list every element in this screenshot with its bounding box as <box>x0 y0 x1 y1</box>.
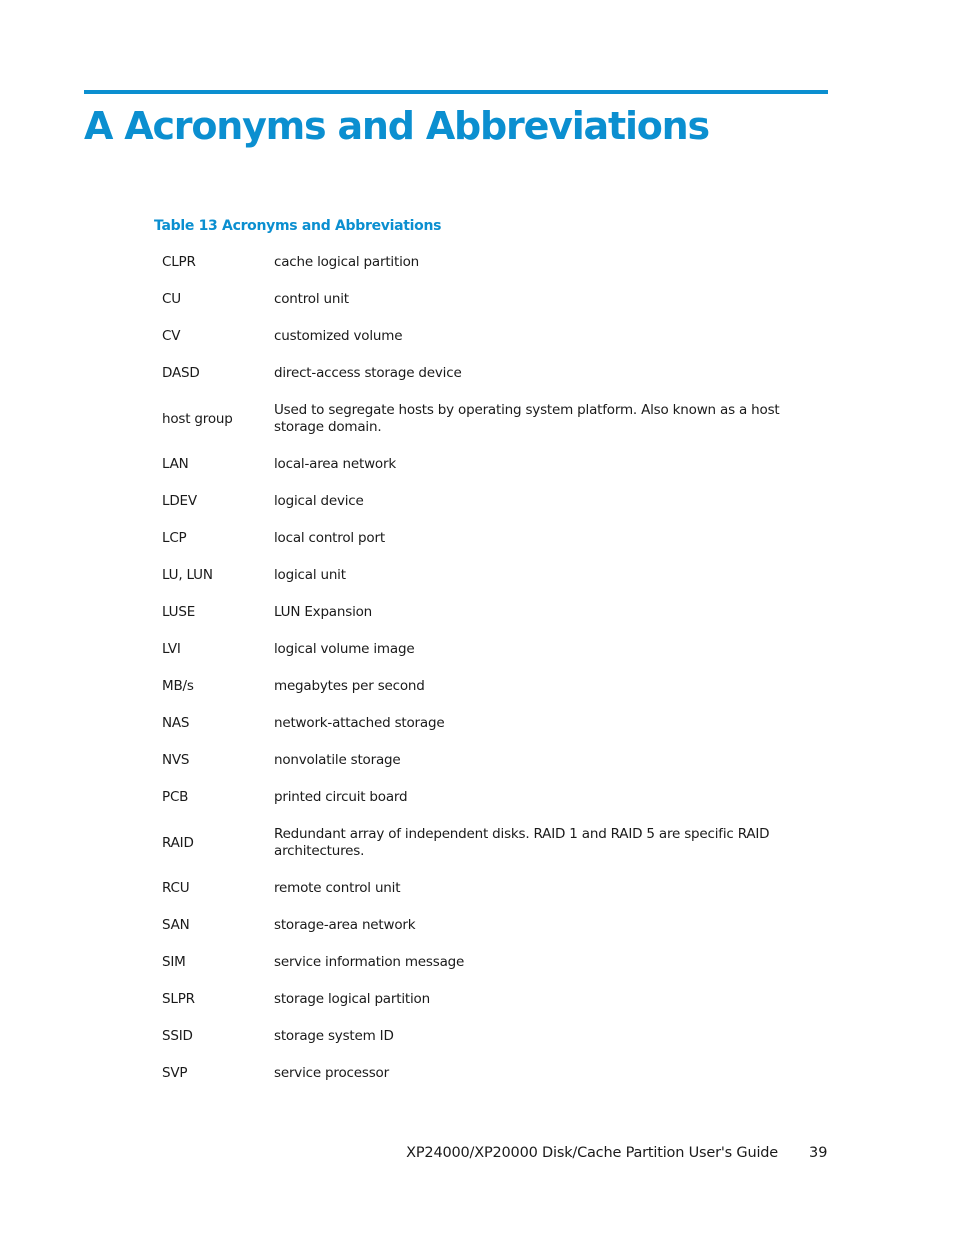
acronym-definition: nonvolatile storage <box>274 752 401 768</box>
table-row <box>154 557 814 594</box>
acronym-definition: logical unit <box>274 567 346 583</box>
acronym-definition: megabytes per second <box>274 678 425 694</box>
table-row <box>154 318 814 355</box>
table-row <box>154 779 814 816</box>
table-row <box>154 742 814 779</box>
acronym-definition: network-attached storage <box>274 715 445 731</box>
acronym-term: RAID <box>162 834 194 851</box>
footer-guide-title: XP24000/XP20000 Disk/Cache Partition User's Guide <box>406 1145 778 1161</box>
acronym-term: LVI <box>162 641 181 657</box>
acronym-term: NAS <box>162 715 190 731</box>
table-row <box>154 483 814 520</box>
acronym-definition: local control port <box>274 530 385 546</box>
table-caption: Table 13 Acronyms and Abbreviations <box>154 218 442 234</box>
acronyms-table <box>154 244 814 1092</box>
table-row <box>154 816 814 870</box>
table-row <box>154 907 814 944</box>
acronym-term: LDEV <box>162 493 197 509</box>
acronym-definition: service processor <box>274 1065 389 1081</box>
acronym-term: SSID <box>162 1028 193 1044</box>
table-row <box>154 520 814 557</box>
acronym-term: SIM <box>162 954 186 970</box>
table-row <box>154 392 814 446</box>
acronym-definition: cache logical partition <box>274 254 420 270</box>
acronym-definition: storage system ID <box>274 1028 394 1044</box>
table-row <box>154 944 814 981</box>
acronym-term: CU <box>162 291 181 307</box>
page-number: 39 <box>809 1145 828 1161</box>
acronym-term: SLPR <box>162 991 195 1007</box>
acronym-definition: direct-access storage device <box>274 365 462 381</box>
acronym-definition: printed circuit board <box>274 789 408 805</box>
table-row <box>154 870 814 907</box>
acronym-term: RCU <box>162 880 190 896</box>
table-row <box>154 281 814 318</box>
acronym-term: LU, LUN <box>162 567 213 583</box>
acronym-definition: storage-area network <box>274 917 416 933</box>
table-row <box>154 981 814 1018</box>
acronym-term: CLPR <box>162 254 196 270</box>
table-row <box>154 446 814 483</box>
acronym-term: LAN <box>162 456 189 472</box>
chapter-title: A Acronyms and Abbreviations <box>84 104 709 148</box>
acronym-definition: service information message <box>274 954 465 970</box>
chapter-rule <box>84 90 828 94</box>
acronym-term: host group <box>162 410 233 427</box>
table-row <box>154 631 814 668</box>
acronym-definition: logical volume image <box>274 641 415 657</box>
acronym-definition: remote control unit <box>274 880 401 896</box>
acronym-definition: local-area network <box>274 456 396 472</box>
table-row <box>154 705 814 742</box>
acronym-term: CV <box>162 328 181 344</box>
table-row <box>154 1018 814 1055</box>
acronym-definition: Used to segregate hosts by operating system platform. Also known as a host storage domain. <box>274 402 780 435</box>
acronym-term: LCP <box>162 530 187 546</box>
acronym-term: SAN <box>162 917 190 933</box>
acronym-definition: storage logical partition <box>274 991 430 1007</box>
table-row <box>154 355 814 392</box>
acronym-term: MB/s <box>162 678 194 694</box>
acronym-definition: control unit <box>274 291 349 307</box>
acronym-term: LUSE <box>162 604 196 620</box>
acronym-term: NVS <box>162 752 190 768</box>
acronym-definition: LUN Expansion <box>274 604 373 620</box>
table-row <box>154 594 814 631</box>
table-row <box>154 1055 814 1092</box>
acronym-definition: customized volume <box>274 328 403 344</box>
table-row <box>154 668 814 705</box>
acronym-term: DASD <box>162 365 200 381</box>
acronym-term: PCB <box>162 789 189 805</box>
acronym-term: SVP <box>162 1065 188 1081</box>
table-row <box>154 244 814 281</box>
acronym-definition: Redundant array of independent disks. RAID 1 and RAID 5 are specific RAID architectures. <box>274 826 770 859</box>
acronym-definition: logical device <box>274 493 364 509</box>
